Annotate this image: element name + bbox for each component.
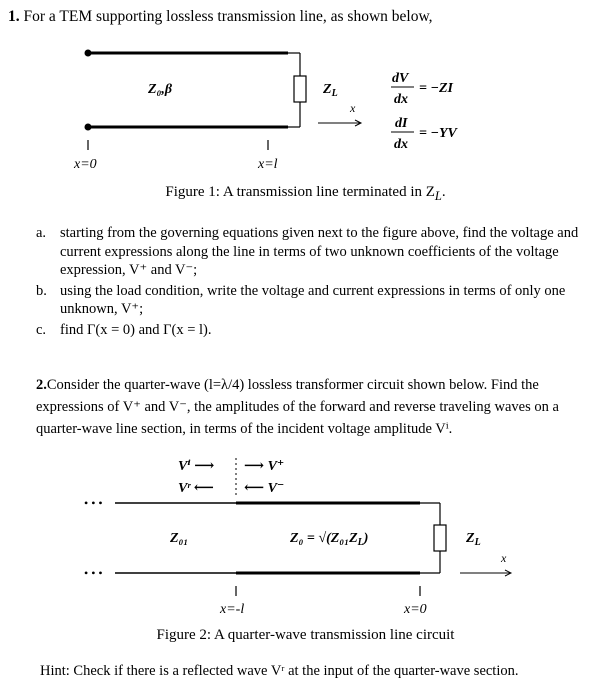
fig1-zl-label: $Z_L$ bbox=[323, 82, 338, 99]
figure-1-caption-sub: L bbox=[434, 189, 442, 203]
fig2-xneg-label: x=-l bbox=[220, 602, 245, 617]
fig2-load-box bbox=[434, 525, 446, 551]
fig2-x-arrow-label: x bbox=[501, 551, 507, 565]
fig2-top-dots: • • • bbox=[84, 496, 103, 510]
question-2-number: 2. bbox=[36, 377, 47, 393]
fig1-eq2-denominator: dx bbox=[394, 137, 408, 152]
figure-1-caption-end: . bbox=[441, 184, 446, 200]
fig2-z01-label: Z₀₁ bbox=[170, 531, 189, 546]
hint-text: Hint: Check if there is a reflected wave Vʳ at the input of the quarter-wave section. bbox=[40, 663, 519, 679]
fig1-eq1-denominator: dx bbox=[394, 92, 408, 107]
question-1-number: 1. bbox=[8, 8, 20, 25]
fig1-xl-label: x=l bbox=[258, 157, 278, 172]
part-c-label: c. bbox=[36, 321, 47, 338]
question-1-heading bbox=[8, 8, 433, 26]
fig1-eq1-numerator: dV bbox=[392, 71, 409, 86]
fig2-zl-label: $Z_L$ bbox=[466, 531, 481, 548]
fig2-z0-eq-label: $Z_0 = √(Z_{01}Z_L)$ bbox=[290, 531, 369, 548]
part-b-text: using the load condition, write the voltage and current expressions in terms of only one unknown, V⁺; bbox=[60, 282, 566, 317]
question-2 bbox=[36, 374, 596, 440]
fig2-vplus-label: ⟶ V⁺ bbox=[244, 459, 285, 474]
question-1-text: For a TEM supporting lossless transmission line, as shown below, bbox=[19, 8, 433, 25]
fig1-x0-label: x=0 bbox=[74, 157, 97, 172]
fig1-z0beta-label: Z₀,β bbox=[148, 82, 173, 97]
part-a-text: starting from the governing equations given next to the figure above, find the voltage and current expressions along the line in terms of two unknown coefficients of the voltage expression, V⁺ and V⁻; bbox=[60, 225, 579, 278]
figure-1-caption bbox=[0, 184, 611, 204]
figure-2 bbox=[0, 450, 611, 625]
part-a-label: a. bbox=[36, 225, 47, 241]
fig2-vr-label: Vʳ ⟵ bbox=[178, 481, 214, 496]
fig1-load-box bbox=[294, 76, 306, 102]
part-c bbox=[36, 321, 596, 340]
fig1-bottom-terminal bbox=[85, 124, 92, 131]
fig1-eq2-rhs: = −YV bbox=[419, 126, 457, 141]
fig1-eq2-numerator: dI bbox=[395, 116, 408, 131]
fig1-eq1-rhs: = −ZI bbox=[419, 81, 453, 96]
fig2-vi-label: Vⁱ ⟶ bbox=[178, 459, 215, 474]
fig1-top-terminal bbox=[85, 50, 92, 57]
part-b bbox=[36, 282, 596, 319]
part-b-label: b. bbox=[36, 282, 47, 299]
fig1-x-arrow-label: x bbox=[350, 101, 356, 115]
question-2-text: Consider the quarter-wave (l=λ/4) lossless transformer circuit shown below. Find the expressions of V⁺ and V⁻, the amplitudes of the forward and reverse traveling waves on a quarter-wave line section, in terms of the incident voltage amplitude Vⁱ. bbox=[36, 377, 559, 437]
part-a bbox=[36, 224, 596, 280]
question-1-parts bbox=[36, 224, 596, 339]
fig2-bottom-dots: • • • bbox=[84, 566, 103, 580]
fig2-vminus-label: ⟵ V⁻ bbox=[244, 481, 285, 496]
figure-1 bbox=[0, 36, 611, 176]
fig2-x0-label: x=0 bbox=[404, 602, 427, 617]
part-c-text: find Γ(x = 0) and Γ(x = l). bbox=[60, 321, 212, 338]
figure-1-caption-text: Figure 1: A transmission line terminated in Z bbox=[165, 184, 435, 200]
figure-2-caption: Figure 2: A quarter-wave transmission line circuit bbox=[156, 627, 455, 643]
